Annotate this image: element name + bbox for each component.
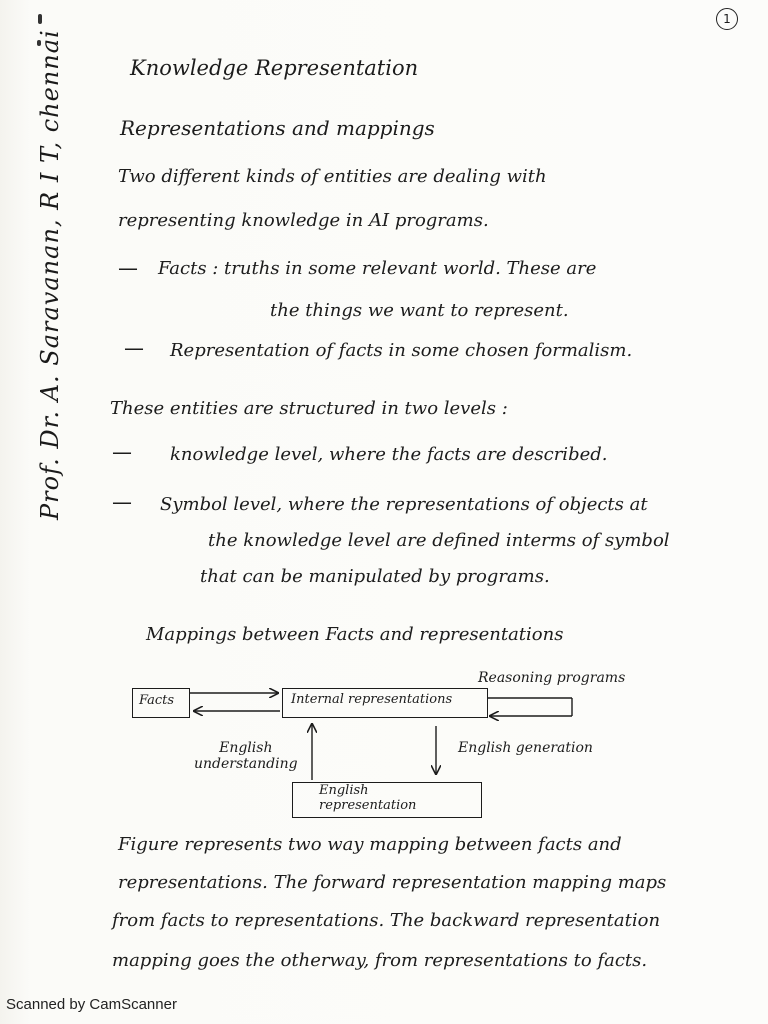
page-number: 1 — [716, 8, 738, 30]
english-box-line: representation — [319, 798, 417, 813]
section-subtitle: Representations and mappings — [120, 116, 435, 140]
intro-line: representing knowledge in AI programs. — [118, 210, 489, 231]
facts-definition-cont: the things we want to represent. — [270, 300, 569, 321]
diagram-heading: Mappings between Facts and representations — [146, 624, 564, 645]
symbol-level-cont: the knowledge level are defined interms of symbol — [208, 530, 670, 551]
facts-box: Facts — [132, 688, 190, 718]
summary-line: representations. The forward representation mapping maps — [118, 872, 667, 893]
english-box-line: English — [319, 783, 369, 798]
bullet-dash: — — [112, 440, 132, 464]
intro-line: Two different kinds of entities are dealing with — [118, 166, 547, 187]
bullet-dash: — — [112, 490, 132, 514]
bullet-dash: — — [124, 336, 144, 360]
summary-line: mapping goes the otherway, from representations to facts. — [112, 950, 648, 971]
page-title: Knowledge Representation — [130, 56, 419, 80]
levels-intro: These entities are structured in two levels : — [110, 398, 508, 419]
scan-speck — [38, 14, 42, 24]
understanding-line: English — [219, 740, 273, 756]
understanding-line: understanding — [194, 756, 298, 772]
knowledge-level: knowledge level, where the facts are described. — [170, 444, 608, 465]
summary-line: Figure represents two way mapping between facts and — [118, 834, 622, 855]
internal-representations-box: Internal representations — [282, 688, 488, 718]
facts-definition: Facts : truths in some relevant world. These are — [158, 258, 597, 279]
symbol-level-cont: that can be manipulated by programs. — [200, 566, 550, 587]
symbol-level: Symbol level, where the representations of objects at — [160, 494, 648, 515]
mapping-diagram — [120, 660, 680, 830]
bullet-dash: — — [118, 256, 138, 280]
english-generation-label: English generation — [458, 740, 593, 756]
english-representation-box — [292, 782, 482, 818]
reasoning-programs-label: Reasoning programs — [478, 670, 626, 686]
scanner-watermark: Scanned by CamScanner — [6, 996, 177, 1013]
english-understanding-label — [194, 740, 298, 772]
side-author-credit: Prof. Dr. A. Saravanan, R I T, chennai — [36, 29, 64, 520]
representation-definition: Representation of facts in some chosen formalism. — [170, 340, 633, 361]
summary-line: from facts to representations. The backward representation — [112, 910, 661, 931]
